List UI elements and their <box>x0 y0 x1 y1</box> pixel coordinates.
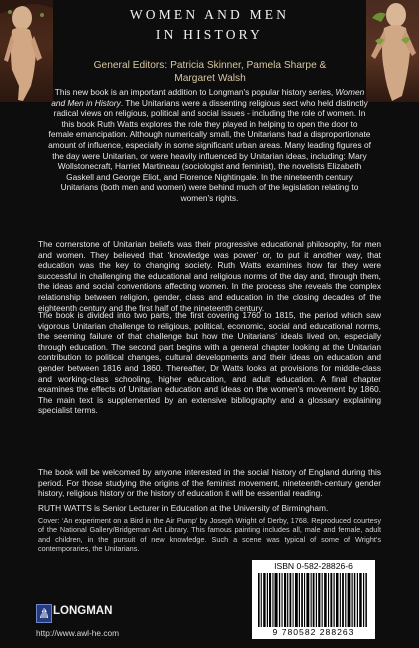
description-paragraph-3: The book is divided into two parts, the first covering 1760 to 1815, the period which saw vigorous Unitarian challenge to religious, political, economic, social and educational norms, the seeming failure of that challenge but how the Unitarians’ ideals lived on, especially through education. The second part begins with a general chapter looking at the Unitarian contribution to political changes, cultural developments and their ideas on education and gender between 1816 and 1860. Thereafter, Dr Watts looks at provisions for middle-class and working-class schooling, higher education, and adult education. A final chapter examines the effects of Unitarian education and ideas on the women's movement by 1860. The main text is supplemented by an extensive bibliography and a glossary explaining specialist terms. <box>38 310 381 416</box>
publisher-name: LONGMAN <box>53 605 113 617</box>
description-paragraph-1 <box>48 87 371 204</box>
publisher-url: http://www.awl-he.com <box>36 628 119 638</box>
editors-line-1: General Editors: Patricia Skinner, Pamela Sharpe & <box>93 60 327 71</box>
ean-text: 9 780582 288263 <box>272 627 355 637</box>
paragraph-1-part-1: This new book is an important addition to Longman's popular history series, <box>54 87 336 97</box>
series-title-line-2: IN HISTORY <box>155 27 264 42</box>
cover-credit: Cover: ‘An experiment on a Bird in the Air Pump’ by Joseph Wright of Derby, 1768. Reproduced courtesy of the National Gallery/Bridgeman Art Library. This famous painting includes all, male and female, adult and children, in the pursuit of new knowledge. Such a scene was typical of some of Wright's contemporaries, the Unitarians. <box>38 516 381 554</box>
longman-logo-icon <box>36 604 52 623</box>
paragraph-1-title: Women and Men in History <box>51 87 365 108</box>
barcode-icon <box>258 573 369 627</box>
isbn-text: ISBN 0-582-28826-6 <box>274 561 353 571</box>
author-bio: RUTH WATTS is Senior Lecturer in Education at the University of Birmingham. <box>38 503 329 513</box>
description-paragraph-4: The book will be welcomed by anyone interested in the social history of England during this period. For those studying the origins of the feminist movement, nineteenth-century gender history, religious history or the history of education it will be essential reading. <box>38 467 381 499</box>
editors-line-2: Margaret Walsh <box>174 72 246 84</box>
description-paragraph-2: The cornerstone of Unitarian beliefs was their progressive educational philosophy, for men and women. They believed that ‘knowledge was power’ or, to put it another way, that education was the key to changing society. Ruth Watts examines how far they were successful in challenging the educational and religious norms of the day and, through them, the ideas and social conventions affecting women. In the process she reveals the complex relationship between religion, gender, class and education in the closing decades of the eighteenth century and the first half of the nineteenth century. <box>38 239 381 313</box>
general-editors <box>60 60 360 85</box>
series-title-line-1: WOMEN AND MEN <box>129 7 290 22</box>
paragraph-1-part-2: . The Unitarians were a dissenting religious sect who held distinctly radical views on religious, political and social issues - including the role of women. In this book Ruth Watts explores the role they played in helping to open the door to female emancipation. Although numerically small, the Unitarians had a disproportionate amount of influence, especially in some significant urban areas. Many leading figures of the day were Unitarian, or were heavily influenced by Unitarian ideas, including: Mary Wollstonecraft, Harriet Martineau (sociologist and feminist), the novelists Elizabeth Gaskell and George Eliot, and Florence Nightingale. In the nineteenth century Unitarians (both men and women) were behind much of the legislation relating to women's rights. <box>48 97 371 203</box>
barcode-box <box>252 560 375 639</box>
